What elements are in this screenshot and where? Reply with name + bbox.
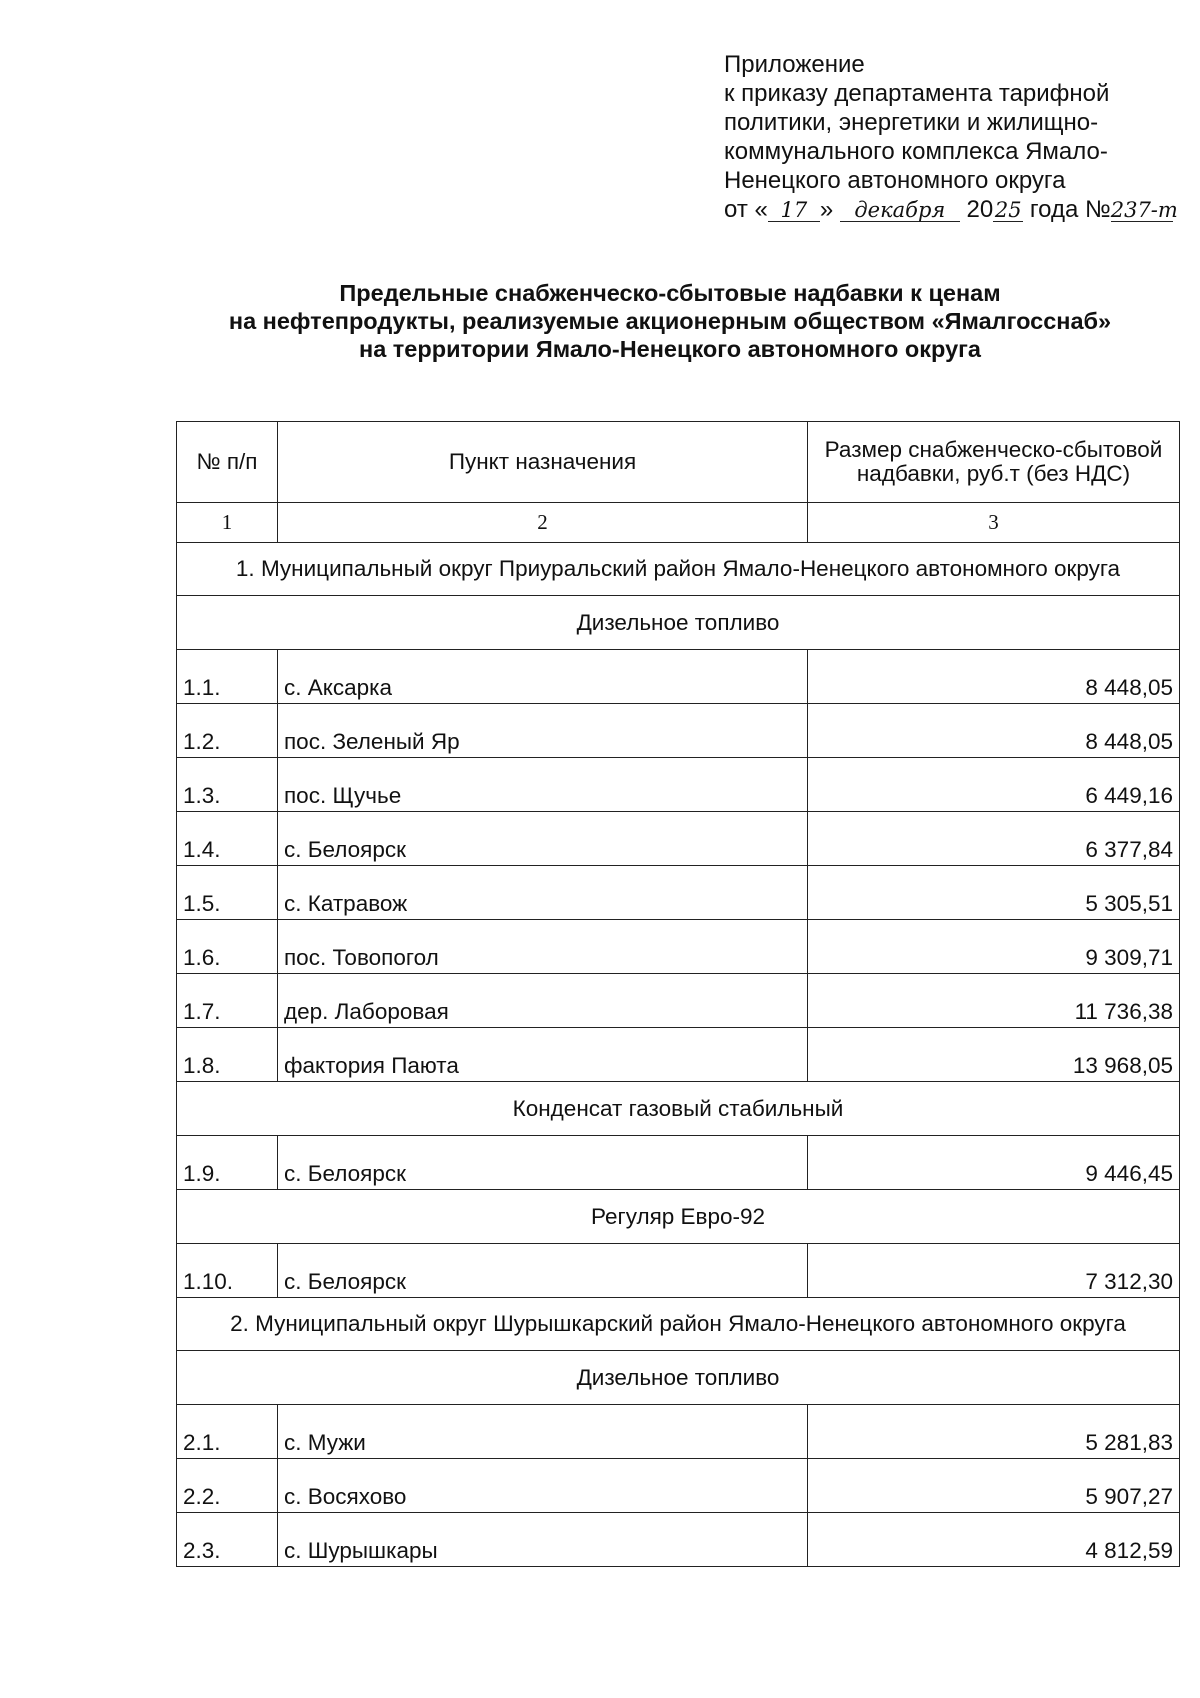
destination-cell: дер. Лаборовая	[278, 974, 808, 1028]
appendix-line: политики, энергетики и жилищно-	[724, 109, 1099, 136]
date-prefix: от «	[724, 196, 768, 223]
markup-value: 5 907,27	[808, 1459, 1180, 1513]
destination-cell: с. Белоярск	[278, 812, 808, 866]
document-title	[150, 279, 1190, 363]
fuel-type-heading: Дизельное топливо	[177, 1351, 1180, 1405]
markup-value: 7 312,30	[808, 1244, 1180, 1298]
destination-cell: пос. Щучье	[278, 758, 808, 812]
column-number: 2	[278, 503, 808, 543]
markup-value: 5 305,51	[808, 866, 1180, 920]
fuel-type-row	[177, 1082, 1180, 1136]
table-row	[177, 812, 1180, 866]
table-header-row	[177, 422, 1180, 503]
date-mid: »	[819, 196, 834, 223]
row-number: 1.4.	[177, 812, 278, 866]
number-label: года №	[1029, 196, 1111, 223]
row-number: 1.8.	[177, 1028, 278, 1082]
table-row	[177, 866, 1180, 920]
row-number: 1.2.	[177, 704, 278, 758]
district-heading: 2. Муниципальный округ Шурышкарский район Ямало-Ненецкого автономного округа	[177, 1298, 1180, 1351]
markup-value: 9 446,45	[808, 1136, 1180, 1190]
table-row	[177, 974, 1180, 1028]
appendix-block	[724, 50, 1194, 224]
row-number: 1.6.	[177, 920, 278, 974]
row-number: 1.3.	[177, 758, 278, 812]
table-row	[177, 1028, 1180, 1082]
table-row	[177, 1459, 1180, 1513]
markup-table	[176, 421, 1180, 1567]
row-number: 1.9.	[177, 1136, 278, 1190]
table-row	[177, 1136, 1180, 1190]
header-number: № п/п	[177, 422, 278, 503]
destination-cell: с. Катравож	[278, 866, 808, 920]
destination-cell: с. Белоярск	[278, 1136, 808, 1190]
markup-value: 13 968,05	[808, 1028, 1180, 1082]
destination-cell: с. Шурышкары	[278, 1513, 808, 1567]
handwritten-year: 25	[994, 198, 1022, 222]
row-number: 1.5.	[177, 866, 278, 920]
appendix-line: к приказу департамента тарифной	[724, 80, 1110, 107]
table-row	[177, 704, 1180, 758]
fuel-type-heading: Дизельное топливо	[177, 596, 1180, 650]
header-markup: Размер снабженческо-сбытовой надбавки, руб.т (без НДС)	[808, 422, 1180, 503]
fuel-type-row	[177, 1351, 1180, 1405]
row-number: 2.2.	[177, 1459, 278, 1513]
appendix-line: коммунального комплекса Ямало-	[724, 138, 1108, 165]
column-number: 1	[177, 503, 278, 543]
row-number: 2.1.	[177, 1405, 278, 1459]
markup-value: 4 812,59	[808, 1513, 1180, 1567]
district-section-row	[177, 543, 1180, 596]
markup-value: 8 448,05	[808, 650, 1180, 704]
fuel-type-row	[177, 596, 1180, 650]
handwritten-number: 237-т	[1110, 198, 1178, 222]
table-row	[177, 1405, 1180, 1459]
markup-value: 9 309,71	[808, 920, 1180, 974]
destination-cell: с. Аксарка	[278, 650, 808, 704]
table-row	[177, 1244, 1180, 1298]
destination-cell: пос. Зеленый Яр	[278, 704, 808, 758]
fuel-type-heading: Конденсат газовый стабильный	[177, 1082, 1180, 1136]
row-number: 1.7.	[177, 974, 278, 1028]
fuel-type-heading: Регуляр Евро-92	[177, 1190, 1180, 1244]
fuel-type-row	[177, 1190, 1180, 1244]
row-number: 1.1.	[177, 650, 278, 704]
column-number-row	[177, 503, 1180, 543]
table-row	[177, 650, 1180, 704]
markup-value: 6 377,84	[808, 812, 1180, 866]
order-date-line	[724, 195, 1194, 224]
appendix-line: Ненецкого автономного округа	[724, 167, 1066, 194]
header-destination: Пункт назначения	[278, 422, 808, 503]
column-number: 3	[808, 503, 1180, 543]
table-body	[177, 543, 1180, 1567]
destination-cell: с. Восяхово	[278, 1459, 808, 1513]
markup-value: 11 736,38	[808, 974, 1180, 1028]
table-row	[177, 1513, 1180, 1567]
row-number: 2.3.	[177, 1513, 278, 1567]
markup-value: 5 281,83	[808, 1405, 1180, 1459]
district-heading: 1. Муниципальный округ Приуральский район Ямало-Ненецкого автономного округа	[177, 543, 1180, 596]
title-line: на нефтепродукты, реализуемые акционерным обществом «Ямалгосснаб»	[228, 308, 1112, 334]
markup-value: 8 448,05	[808, 704, 1180, 758]
table-row	[177, 920, 1180, 974]
destination-cell: с. Мужи	[278, 1405, 808, 1459]
destination-cell: фактория Паюта	[278, 1028, 808, 1082]
title-line: Предельные снабженческо-сбытовые надбавки к ценам	[339, 280, 1001, 306]
row-number: 1.10.	[177, 1244, 278, 1298]
title-line: на территории Ямало-Ненецкого автономного округа	[359, 336, 981, 362]
destination-cell: пос. Товопогол	[278, 920, 808, 974]
handwritten-month: декабря	[840, 199, 960, 222]
table-row	[177, 758, 1180, 812]
appendix-line: Приложение	[724, 51, 865, 78]
markup-value: 6 449,16	[808, 758, 1180, 812]
handwritten-day: 17	[768, 199, 820, 222]
district-section-row	[177, 1298, 1180, 1351]
destination-cell: с. Белоярск	[278, 1244, 808, 1298]
year-prefix: 20	[966, 196, 994, 223]
